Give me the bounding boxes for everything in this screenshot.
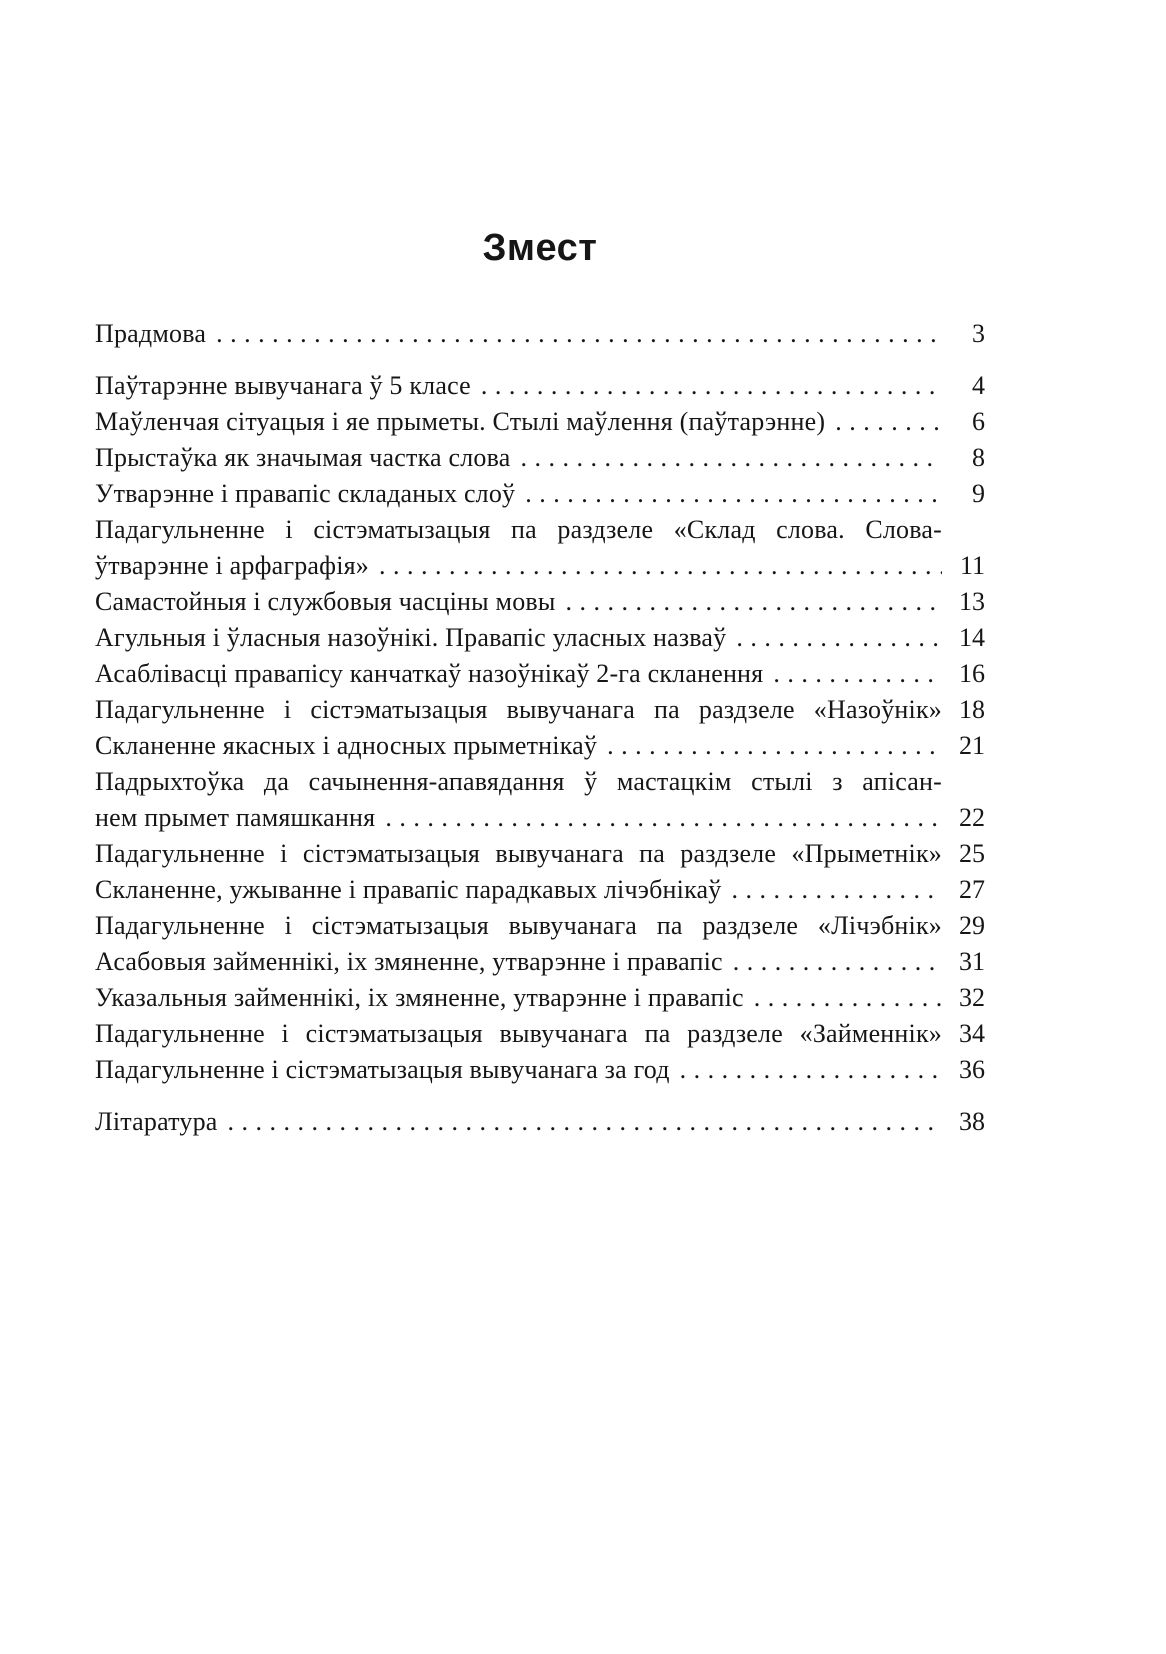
toc-entry <box>95 440 985 476</box>
toc-entry <box>95 692 985 728</box>
toc-entry-title: Літаратура <box>95 1107 218 1136</box>
toc-page-number: 25 <box>959 839 985 868</box>
toc-line <box>95 548 985 584</box>
toc-entry-title: нем прымет памяшкання <box>95 803 376 832</box>
dot-leader <box>471 368 942 404</box>
toc-line <box>95 908 985 944</box>
toc-entry-title: Асабовыя займеннікі, іх змяненне, утварэнне і правапіс <box>95 947 723 976</box>
toc-entry <box>95 836 985 872</box>
toc-line <box>95 512 985 548</box>
toc-line <box>95 620 985 656</box>
toc-entry-title: Маўленчая сітуацыя і яе прыметы. Стылі маўлення (паўтарэнне) <box>95 407 826 436</box>
toc-page-number: 14 <box>959 623 985 652</box>
toc-page-number: 29 <box>959 911 985 940</box>
toc-line <box>95 728 985 764</box>
toc-entry-title: ўтварэнне і арфаграфія» <box>95 551 369 580</box>
dot-leader <box>206 316 942 352</box>
toc-entry-title: Падагульненне і сістэматызацыя вывучанага за год <box>95 1055 670 1084</box>
dot-leader <box>597 728 942 764</box>
toc-entry <box>95 656 985 692</box>
toc-entry <box>95 404 985 440</box>
toc-line <box>95 1104 985 1140</box>
dot-leader <box>515 476 942 512</box>
toc-entry-title: Самастойныя і службовыя часціны мовы <box>95 587 556 616</box>
toc-line <box>95 1016 985 1052</box>
toc-page-number: 32 <box>959 983 985 1012</box>
toc-line <box>95 656 985 692</box>
toc-entry <box>95 764 985 836</box>
toc-page-number: 11 <box>959 551 985 580</box>
toc-entry-title: Падагульненне і сістэматызацыя па раздзеле «Склад слова. Слова- <box>95 515 942 544</box>
toc-line <box>95 476 985 512</box>
toc-entry-title: Утварэнне і правапіс складаных слоў <box>95 479 516 508</box>
toc-entry <box>95 980 985 1016</box>
toc-entry <box>95 728 985 764</box>
toc-page-number: 6 <box>972 407 985 436</box>
toc-entry-title: Указальныя займеннікі, іх змяненне, утварэнне і правапіс <box>95 983 744 1012</box>
table-of-contents <box>95 226 985 1140</box>
toc-page-number: 9 <box>972 479 985 508</box>
toc-entry <box>95 872 985 908</box>
toc-entry <box>95 1052 985 1088</box>
toc-page-number: 36 <box>959 1055 985 1084</box>
toc-page-number: 18 <box>959 695 985 724</box>
toc-line <box>95 1052 985 1088</box>
toc-line <box>95 764 985 800</box>
toc-page-number: 21 <box>959 731 985 760</box>
dot-leader <box>375 800 942 836</box>
toc-list <box>95 316 985 1140</box>
toc-entry <box>95 512 985 584</box>
toc-entry-title: Прыстаўка як значымая частка слова <box>95 443 511 472</box>
toc-line <box>95 836 985 872</box>
toc-line <box>95 692 985 728</box>
toc-line <box>95 368 985 404</box>
toc-page-number: 3 <box>972 319 985 348</box>
dot-leader <box>556 584 942 620</box>
dot-leader <box>670 1052 942 1088</box>
toc-entry <box>95 1104 985 1140</box>
dot-leader <box>763 656 942 692</box>
dot-leader <box>218 1104 942 1140</box>
toc-entry-title: Падрыхтоўка да сачынення-апавядання ў мастацкім стылі з апісан- <box>95 767 942 796</box>
toc-entry-title: Падагульненне і сістэматызацыя вывучанага па раздзеле «Назоўнік» <box>95 695 942 724</box>
toc-entry <box>95 316 985 352</box>
toc-line <box>95 872 985 908</box>
toc-page-number: 34 <box>959 1019 985 1048</box>
toc-page-number: 4 <box>972 371 985 400</box>
toc-entry-title: Падагульненне і сістэматызацыя вывучанага па раздзеле «Прыметнік» <box>95 839 942 868</box>
toc-entry <box>95 584 985 620</box>
toc-page-number: 16 <box>959 659 985 688</box>
toc-entry <box>95 944 985 980</box>
toc-page-number: 8 <box>972 443 985 472</box>
toc-page-number: 31 <box>959 947 985 976</box>
toc-entry <box>95 368 985 404</box>
toc-entry-title: Прадмова <box>95 319 207 348</box>
toc-line <box>95 404 985 440</box>
toc-entry-title: Скланенне, ужыванне і правапіс парадкавых лічэбнікаў <box>95 875 722 904</box>
dot-leader <box>723 944 942 980</box>
page-title: Змест <box>482 227 598 269</box>
toc-line <box>95 944 985 980</box>
dot-leader <box>510 440 942 476</box>
toc-page-number: 38 <box>959 1107 985 1136</box>
toc-entry-title: Скланенне якасных і адносных прыметнікаў <box>95 731 598 760</box>
toc-line <box>95 316 985 352</box>
toc-entry <box>95 476 985 512</box>
toc-entry <box>95 620 985 656</box>
dot-leader <box>825 404 942 440</box>
dot-leader <box>721 872 942 908</box>
toc-page-number: 13 <box>959 587 985 616</box>
toc-entry-title: Агульныя і ўласныя назоўнікі. Правапіс уласных назваў <box>95 623 727 652</box>
toc-entry-title: Падагульненне і сістэматызацыя вывучанага па раздзеле «Займеннік» <box>95 1019 942 1048</box>
dot-leader <box>726 620 942 656</box>
toc-entry <box>95 1016 985 1052</box>
toc-line <box>95 800 985 836</box>
toc-entry-title: Асаблівасці правапісу канчаткаў назоўнікаў 2-га скланення <box>95 659 764 688</box>
toc-entry-title: Паўтарэнне вывучанага ў 5 класе <box>95 371 471 400</box>
toc-line <box>95 440 985 476</box>
dot-leader <box>744 980 942 1016</box>
toc-page-number: 22 <box>959 803 985 832</box>
toc-line <box>95 584 985 620</box>
toc-entry <box>95 908 985 944</box>
toc-entry-title: Падагульненне і сістэматызацыя вывучанага па раздзеле «Лічэбнік» <box>95 911 942 940</box>
toc-page-number: 27 <box>959 875 985 904</box>
dot-leader <box>369 548 942 584</box>
toc-line <box>95 980 985 1016</box>
